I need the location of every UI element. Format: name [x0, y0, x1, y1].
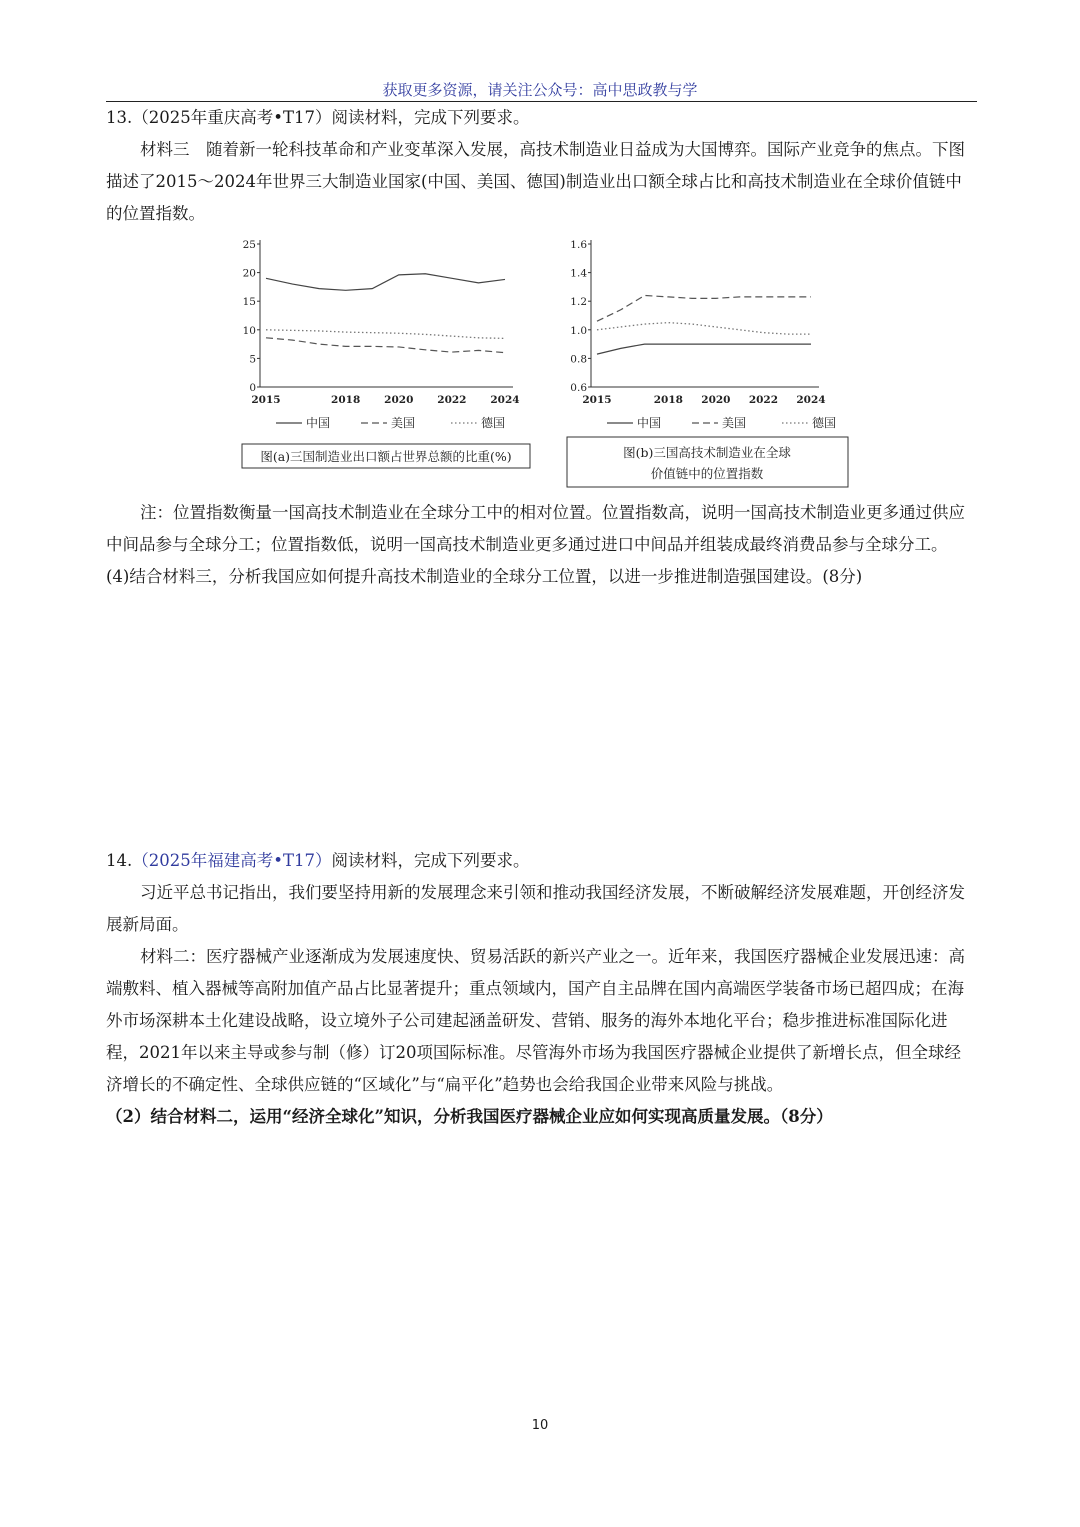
- question-13-note-block: [106, 497, 977, 593]
- chart-b-x-tick-label: 2022: [748, 394, 779, 406]
- chart-b-legend-label: 德国: [812, 416, 837, 430]
- chart-b-title-line-1: 图(b)三国高技术制造业在全球: [623, 445, 791, 460]
- chart-b-y-tick-labels: [570, 239, 587, 394]
- chart-b-series-dashed: [597, 295, 811, 321]
- chart-a-x-tick-label: 2024: [490, 394, 520, 406]
- question-13-source: （2025年重庆高考•T17）: [132, 108, 332, 127]
- chart-a-x-tick-label: 2018: [331, 394, 361, 406]
- chart-a-y-tick-label: 10: [242, 324, 256, 337]
- question-13-title: [106, 102, 977, 134]
- question-14-number: 14.: [106, 851, 133, 870]
- chart-b: [545, 232, 855, 492]
- chart-a-x-tick-labels: [251, 394, 519, 406]
- chart-a-title: 图(a)三国制造业出口额占世界总额的比重(%): [260, 449, 512, 464]
- chart-b-legend: [607, 415, 836, 430]
- chart-b-x-tick-label: 2015: [582, 394, 612, 406]
- chart-b-y-tick-label: 0.6: [570, 382, 587, 394]
- chart-a: [230, 232, 540, 472]
- question-14-subquestion: （2）结合材料二，运用“经济全球化”知识，分析我国医疗器械企业应如何实现高质量发展。（8分）: [106, 1107, 833, 1126]
- chart-b-x-tick-label: 2024: [796, 394, 826, 406]
- chart-a-legend-label: 美国: [391, 416, 416, 430]
- chart-a-legend-label: 德国: [481, 416, 506, 430]
- chart-a-x-tick-label: 2022: [437, 394, 467, 406]
- question-14-intro: 习近平总书记指出，我们要坚持用新的发展理念来引领和推动我国经济发展，不断破解经济发展难题，开创经济发展新局面。: [106, 883, 965, 934]
- chart-b-x-tick-labels: [582, 394, 825, 406]
- chart-b-y-tick-label: 1.4: [570, 267, 587, 280]
- question-13-note: 注：位置指数衡量一国高技术制造业在全球分工中的相对位置。位置指数高，说明一国高技术制造业更多通过供应中间品参与全球分工；位置指数低，说明一国高技术制造业更多通过进口中间品并组装成最终消费品参与全球分工。: [106, 503, 965, 554]
- question-14-instruction: 阅读材料，完成下列要求。: [331, 851, 530, 870]
- chart-b-title-line-2: 价值链中的位置指数: [650, 466, 764, 481]
- chart-a-y-tick-labels: [243, 239, 256, 394]
- question-14: [106, 845, 977, 1133]
- chart-b-series-dotted: [597, 323, 811, 334]
- chart-b-y-tick-label: 1.2: [570, 296, 587, 309]
- chart-b-legend-label: 美国: [722, 416, 747, 430]
- question-13-number: 13.: [106, 108, 133, 127]
- chart-a-series-solid: [266, 274, 505, 291]
- chart-a-axes: [257, 240, 513, 387]
- chart-b-y-tick-label: 1.6: [570, 239, 587, 251]
- chart-a-y-tick-label: 25: [242, 239, 256, 251]
- question-13-subquestion: (4)结合材料三，分析我国应如何提升高技术制造业的全球分工位置，以进一步推进制造强国建设。(8分): [106, 567, 863, 586]
- chart-b-series-solid: [597, 344, 811, 354]
- page-number: 10: [531, 1418, 549, 1433]
- chart-b-axes: [588, 240, 819, 387]
- chart-b-x-tick-label: 2020: [701, 394, 731, 406]
- question-13-material: 材料三 随着新一轮科技革命和产业变革深入发展，高技术制造业日益成为大国博弈。国际产业竞争的焦点。下图描述了2015～2024年世界三大制造业国家(中国、美国、德国)制造业出口额全球占比和高技术制造业在全球价值链中的位置指数。: [106, 140, 965, 223]
- chart-b-series-lines: [597, 295, 811, 354]
- chart-a-legend: [276, 415, 505, 430]
- chart-a-legend-label: 中国: [306, 416, 331, 430]
- chart-a-x-tick-label: 2020: [384, 394, 414, 406]
- chart-a-series-dotted: [266, 330, 505, 339]
- chart-a-y-tick-label: 5: [249, 353, 256, 366]
- page-header: 获取更多资源，请关注公众号：高中思政教与学: [382, 81, 698, 99]
- question-13-instruction: 阅读材料，完成下列要求。: [331, 108, 530, 127]
- chart-a-series-dashed: [266, 338, 505, 353]
- chart-a-y-tick-label: 20: [242, 267, 256, 280]
- question-13: [106, 102, 977, 230]
- chart-a-y-tick-label: 0: [249, 382, 256, 394]
- question-14-source: （2025年福建高考•T17）: [132, 851, 332, 870]
- chart-b-y-tick-label: 1.0: [570, 324, 587, 337]
- question-14-title: [106, 845, 977, 877]
- chart-b-y-tick-label: 0.8: [570, 353, 587, 366]
- chart-b-legend-label: 中国: [637, 416, 662, 430]
- chart-a-x-tick-label: 2015: [251, 394, 281, 406]
- chart-a-series-lines: [266, 274, 505, 353]
- chart-a-y-tick-label: 15: [242, 296, 256, 309]
- question-14-material: 材料二：医疗器械产业逐渐成为发展速度快、贸易活跃的新兴产业之一。近年来，我国医疗器械企业发展迅速：高端敷料、植入器械等高附加值产品占比显著提升；重点领域内，国产自主品牌在国内高端医学装备市场已超四成；在海外市场深耕本土化建设战略，设立境外子公司建起涵盖研发、营销、服务的海外本地化平台；稳步推进标准国际化进程，2021年以来主导或参与制（修）订20项国际标准。尽管海外市场为我国医疗器械企业提供了新增长点，但全球经济增长的不确定性、全球供应链的“区域化”与“扁平化”趋势也会给我国企业带来风险与挑战。: [106, 947, 965, 1094]
- chart-b-x-tick-label: 2018: [653, 394, 683, 406]
